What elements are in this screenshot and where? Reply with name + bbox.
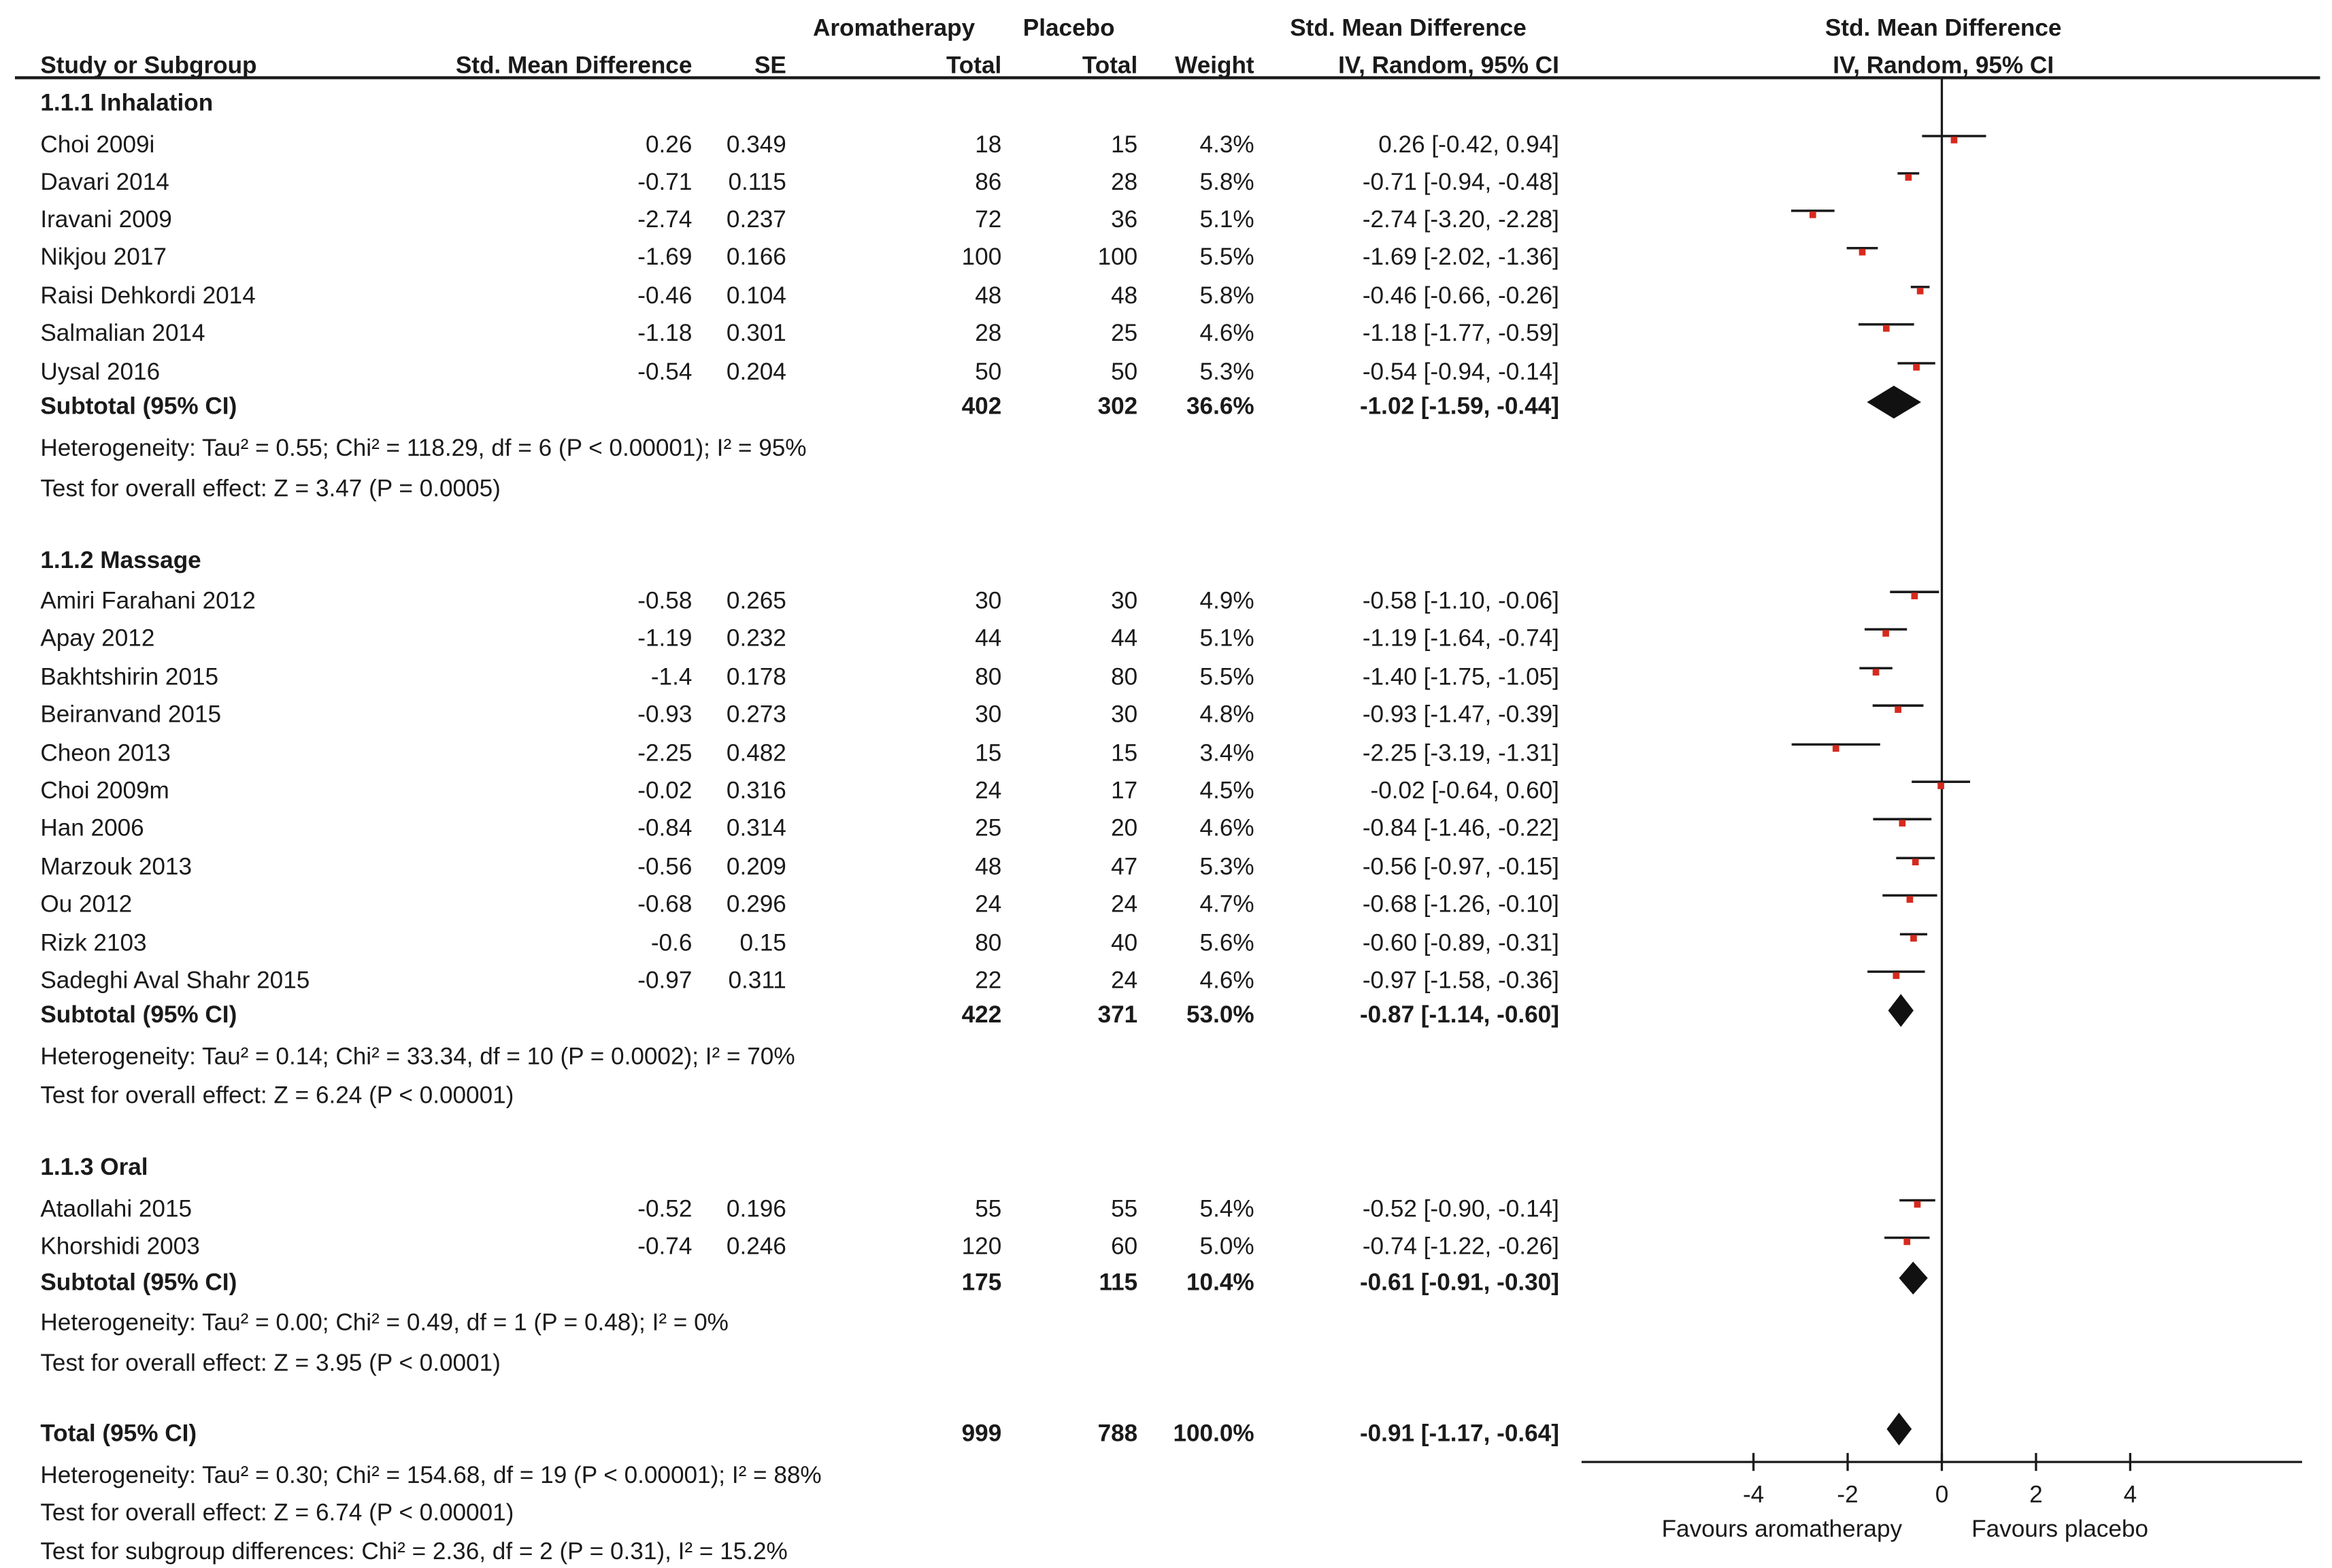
subgroup-1-subtotal-total-aromatherapy: 402	[961, 393, 1002, 420]
subgroup-1-study-3-total-placebo: 36	[1111, 206, 1138, 233]
subgroup-2-study-4-name: Beiranvand 2015	[40, 701, 222, 728]
subgroup-2-study-10-total-aromatherapy: 80	[975, 929, 1002, 956]
subgroup-2-subtotal-diamond	[1888, 994, 1914, 1027]
subgroup-1-study-3-weight: 5.1%	[1199, 206, 1254, 233]
x-label-favours-aromatherapy: Favours aromatherapy	[1661, 1515, 1903, 1542]
subgroup-2-study-10-weight: 5.6%	[1199, 929, 1254, 956]
subgroup-2-study-5-ci: -2.25 [-3.19, -1.31]	[1362, 739, 1559, 767]
subgroup-2-study-9-total-placebo: 24	[1111, 890, 1138, 918]
subgroup-3-subtotal-ci: -0.61 [-0.91, -0.30]	[1359, 1269, 1559, 1296]
subgroup-1-study-7-se: 0.204	[726, 358, 786, 386]
subgroup-3-study-1-ci: -0.52 [-0.90, -0.14]	[1362, 1195, 1559, 1222]
subgroup-3-study-2-weight: 5.0%	[1199, 1233, 1254, 1260]
subgroup-2-study-5-point	[1833, 745, 1839, 752]
subgroup-2-study-6-point	[1937, 782, 1944, 789]
subgroup-1-study-7-smd: -0.54	[637, 358, 693, 386]
subgroup-3-title: 1.1.3 Oral	[40, 1154, 148, 1181]
subgroup-1-study-6-se: 0.301	[726, 320, 786, 347]
subgroup-1-study-7-ci: -0.54 [-0.94, -0.14]	[1362, 358, 1559, 386]
subgroup-1-study-5-total-placebo: 48	[1111, 282, 1138, 310]
subgroup-1-study-6-smd: -1.18	[637, 320, 693, 347]
subgroup-2-study-3-smd: -1.4	[650, 663, 693, 690]
total-weight: 100.0%	[1173, 1420, 1254, 1447]
header-ci: IV, Random, 95% CI	[1338, 52, 1559, 79]
subgroup-2-study-2-weight: 5.1%	[1199, 624, 1254, 652]
subgroup-2-study-11-total-aromatherapy: 22	[975, 967, 1002, 994]
subgroup-3-subtotal-weight: 10.4%	[1186, 1269, 1254, 1296]
subgroup-1-study-6-total-placebo: 25	[1111, 320, 1138, 347]
x-tick-label-5: 4	[2123, 1481, 2137, 1508]
header-placebo: Placebo	[1022, 14, 1115, 41]
x-tick-label-3: 0	[1935, 1481, 1949, 1508]
subgroup-2-study-11-smd: -0.97	[637, 967, 693, 994]
subgroup-2-study-3-total-aromatherapy: 80	[975, 663, 1002, 690]
x-tick-label-1: -4	[1742, 1481, 1765, 1508]
subgroup-3-subtotal-label: Subtotal (95% CI)	[40, 1269, 237, 1296]
subgroup-3-overall-effect: Test for overall effect: Z = 3.95 (P < 0.0001)	[40, 1350, 501, 1377]
subgroup-2-study-2-point	[1882, 630, 1889, 637]
subgroup-2-study-1-total-aromatherapy: 30	[975, 587, 1002, 614]
subgroup-1-study-7-weight: 5.3%	[1199, 358, 1254, 386]
subgroup-1-study-2-name: Davari 2014	[40, 169, 169, 196]
subgroup-2-title: 1.1.2 Massage	[40, 547, 201, 574]
subgroup-1-study-6-point	[1883, 325, 1890, 332]
subgroup-2-study-1-ci: -0.58 [-1.10, -0.06]	[1362, 587, 1559, 614]
subgroup-2-study-7-smd: -0.84	[637, 814, 693, 841]
subgroup-2-study-3-name: Bakhtshirin 2015	[40, 663, 219, 690]
subgroup-1-study-1-ci: 0.26 [-0.42, 0.94]	[1378, 131, 1559, 159]
header-total-placebo: Total	[1082, 52, 1138, 79]
subgroup-2-study-11-point	[1893, 972, 1899, 979]
subgroup-2-overall-effect: Test for overall effect: Z = 6.24 (P < 0.00001)	[40, 1082, 514, 1109]
subgroup-2-study-7-total-placebo: 20	[1111, 814, 1138, 841]
subgroup-1-study-3-ci: -2.74 [-3.20, -2.28]	[1362, 206, 1559, 233]
subgroup-1-study-4-se: 0.166	[726, 243, 786, 270]
subgroup-2-study-1-se: 0.265	[726, 587, 786, 614]
subgroup-2-study-11-se: 0.311	[728, 967, 786, 994]
subgroup-2-study-1-point	[1911, 593, 1918, 599]
subgroup-1-title: 1.1.1 Inhalation	[40, 89, 214, 116]
footer-line-1: Heterogeneity: Tau² = 0.30; Chi² = 154.68, df = 19 (P < 0.00001); I² = 88%	[40, 1461, 822, 1488]
subgroup-2-study-10-point	[1910, 935, 1917, 941]
subgroup-3-study-2-name: Khorshidi 2003	[40, 1233, 200, 1260]
subgroup-1-study-7-point	[1913, 364, 1920, 371]
subgroup-2-study-6-name: Choi 2009m	[40, 777, 169, 804]
subgroup-1-study-4-total-aromatherapy: 100	[961, 243, 1002, 270]
subgroup-2-study-8-total-placebo: 47	[1111, 853, 1138, 880]
subgroup-1-study-1-weight: 4.3%	[1199, 131, 1254, 159]
subgroup-1-study-6-ci: -1.18 [-1.77, -0.59]	[1362, 320, 1559, 347]
subgroup-2-study-5-total-aromatherapy: 15	[975, 739, 1002, 767]
subgroup-2-study-6-ci: -0.02 [-0.64, 0.60]	[1370, 777, 1559, 804]
subgroup-1-study-1-total-placebo: 15	[1111, 131, 1138, 159]
subgroup-1-study-5-ci: -0.46 [-0.66, -0.26]	[1362, 282, 1559, 310]
subgroup-3-study-1-total-placebo: 55	[1111, 1195, 1138, 1222]
subgroup-2-study-7-point	[1899, 820, 1905, 827]
subgroup-2-study-2-se: 0.232	[726, 624, 786, 652]
subgroup-1-study-4-ci: -1.69 [-2.02, -1.36]	[1362, 243, 1559, 270]
subgroup-1-study-6-weight: 4.6%	[1199, 320, 1254, 347]
subgroup-2-study-3-point	[1873, 669, 1880, 675]
subgroup-1-study-4-total-placebo: 100	[1097, 243, 1138, 270]
subgroup-3-study-2-total-aromatherapy: 120	[961, 1233, 1002, 1260]
subgroup-2-study-11-weight: 4.6%	[1199, 967, 1254, 994]
subgroup-1-study-1-smd: 0.26	[646, 131, 693, 159]
subgroup-2-study-10-smd: -0.6	[650, 929, 693, 956]
subgroup-1-study-5-total-aromatherapy: 48	[975, 282, 1002, 310]
subgroup-1-study-2-se: 0.115	[728, 169, 786, 196]
subgroup-2-study-5-smd: -2.25	[637, 739, 693, 767]
subgroup-2-study-1-name: Amiri Farahani 2012	[40, 587, 256, 614]
subgroup-1-study-2-smd: -0.71	[637, 169, 693, 196]
subgroup-3-study-2-ci: -0.74 [-1.22, -0.26]	[1362, 1233, 1559, 1260]
subgroup-2-study-4-weight: 4.8%	[1199, 701, 1254, 728]
subgroup-1-study-1-name: Choi 2009i	[40, 131, 155, 159]
subgroup-2-subtotal-total-aromatherapy: 422	[961, 1001, 1002, 1029]
subgroup-2-study-9-weight: 4.7%	[1199, 890, 1254, 918]
subgroup-1-study-4-point	[1859, 249, 1866, 256]
header-smd: Std. Mean Difference	[455, 52, 693, 79]
footer-line-2: Test for overall effect: Z = 6.74 (P < 0.00001)	[40, 1499, 514, 1526]
subgroup-1-study-1-point	[1951, 137, 1958, 144]
subgroup-2-study-5-weight: 3.4%	[1199, 739, 1254, 767]
subgroup-1-study-1-total-aromatherapy: 18	[975, 131, 1002, 159]
subgroup-3-study-1-name: Ataollahi 2015	[40, 1195, 193, 1222]
subgroup-1-study-4-name: Nikjou 2017	[40, 243, 167, 270]
subgroup-2-study-4-se: 0.273	[726, 701, 786, 728]
subgroup-2-study-4-smd: -0.93	[637, 701, 693, 728]
header-total-aromatherapy: Total	[946, 52, 1002, 79]
subgroup-2-study-10-se: 0.15	[739, 929, 786, 956]
header-plot-sub: IV, Random, 95% CI	[1833, 52, 2054, 79]
subgroup-2-study-7-name: Han 2006	[40, 814, 144, 841]
subgroup-1-study-2-weight: 5.8%	[1199, 169, 1254, 196]
subgroup-2-study-9-ci: -0.68 [-1.26, -0.10]	[1362, 890, 1559, 918]
header-aromatherapy: Aromatherapy	[812, 14, 976, 41]
subgroup-2-study-10-name: Rizk 2103	[40, 929, 147, 956]
subgroup-2-study-10-ci: -0.60 [-0.89, -0.31]	[1362, 929, 1559, 956]
subgroup-1-study-3-smd: -2.74	[637, 206, 693, 233]
subgroup-1-study-4-smd: -1.69	[637, 243, 693, 270]
subgroup-2-subtotal-total-placebo: 371	[1097, 1001, 1138, 1029]
subgroup-2-study-9-total-aromatherapy: 24	[975, 890, 1002, 918]
subgroup-2-study-7-ci: -0.84 [-1.46, -0.22]	[1362, 814, 1559, 841]
subgroup-3-study-1-point	[1914, 1201, 1921, 1208]
subgroup-2-subtotal-ci: -0.87 [-1.14, -0.60]	[1359, 1001, 1559, 1029]
subgroup-1-subtotal-weight: 36.6%	[1186, 393, 1254, 420]
subgroup-2-study-8-name: Marzouk 2013	[40, 853, 193, 880]
subgroup-2-study-9-name: Ou 2012	[40, 890, 133, 918]
subgroup-3-heterogeneity: Heterogeneity: Tau² = 0.00; Chi² = 0.49, df = 1 (P = 0.48); I² = 0%	[40, 1309, 729, 1336]
subgroup-3-study-2-se: 0.246	[726, 1233, 786, 1260]
subgroup-3-study-1-se: 0.196	[726, 1195, 786, 1222]
subgroup-2-study-2-ci: -1.19 [-1.64, -0.74]	[1362, 624, 1559, 652]
x-tick-label-4: 2	[2029, 1481, 2043, 1508]
subgroup-1-study-3-name: Iravani 2009	[40, 206, 172, 233]
subgroup-3-study-1-smd: -0.52	[637, 1195, 693, 1222]
total-ci: -0.91 [-1.17, -0.64]	[1359, 1420, 1559, 1447]
subgroup-2-study-11-ci: -0.97 [-1.58, -0.36]	[1362, 967, 1559, 994]
subgroup-3-study-2-point	[1903, 1239, 1910, 1246]
subgroup-3-subtotal-total-aromatherapy: 175	[961, 1269, 1002, 1296]
subgroup-2-study-10-total-placebo: 40	[1111, 929, 1138, 956]
subgroup-1-study-5-weight: 5.8%	[1199, 282, 1254, 310]
subgroup-1-overall-effect: Test for overall effect: Z = 3.47 (P = 0.0005)	[40, 475, 501, 502]
subgroup-1-heterogeneity: Heterogeneity: Tau² = 0.55; Chi² = 118.29, df = 6 (P < 0.00001); I² = 95%	[40, 435, 807, 462]
subgroup-3-study-1-total-aromatherapy: 55	[975, 1195, 1002, 1222]
subgroup-2-study-9-point	[1907, 896, 1914, 903]
subgroup-2-study-6-total-aromatherapy: 24	[975, 777, 1002, 804]
subgroup-2-study-4-point	[1895, 706, 1901, 713]
subgroup-1-study-5-point	[1917, 288, 1924, 295]
subgroup-1-subtotal-ci: -1.02 [-1.59, -0.44]	[1359, 393, 1559, 420]
subgroup-2-study-8-total-aromatherapy: 48	[975, 853, 1002, 880]
subgroup-2-study-6-se: 0.316	[726, 777, 786, 804]
subgroup-2-study-6-smd: -0.02	[637, 777, 693, 804]
subgroup-2-study-5-total-placebo: 15	[1111, 739, 1138, 767]
subgroup-1-study-2-total-placebo: 28	[1111, 169, 1138, 196]
total-total-aromatherapy: 999	[961, 1420, 1002, 1447]
subgroup-1-study-5-se: 0.104	[726, 282, 786, 310]
header-weight: Weight	[1175, 52, 1254, 79]
subgroup-1-study-6-name: Salmalian 2014	[40, 320, 205, 347]
subgroup-1-study-3-point	[1810, 212, 1816, 218]
subgroup-2-subtotal-label: Subtotal (95% CI)	[40, 1001, 237, 1029]
subgroup-1-study-7-total-placebo: 50	[1111, 358, 1138, 386]
subgroup-1-study-2-total-aromatherapy: 86	[975, 169, 1002, 196]
subgroup-1-study-1-se: 0.349	[726, 131, 786, 159]
subgroup-2-study-5-name: Cheon 2013	[40, 739, 171, 767]
subgroup-2-study-2-total-aromatherapy: 44	[975, 624, 1002, 652]
subgroup-2-study-2-name: Apay 2012	[40, 624, 155, 652]
subgroup-2-study-9-smd: -0.68	[637, 890, 693, 918]
subgroup-2-study-8-ci: -0.56 [-0.97, -0.15]	[1362, 853, 1559, 880]
subgroup-1-subtotal-total-placebo: 302	[1097, 393, 1138, 420]
subgroup-1-study-7-name: Uysal 2016	[40, 358, 161, 386]
subgroup-3-subtotal-total-placebo: 115	[1099, 1269, 1138, 1296]
subgroup-3-study-2-smd: -0.74	[637, 1233, 693, 1260]
subgroup-2-study-3-total-placebo: 80	[1111, 663, 1138, 690]
subgroup-2-study-1-total-placebo: 30	[1111, 587, 1138, 614]
subgroup-2-study-4-total-aromatherapy: 30	[975, 701, 1002, 728]
subgroup-3-study-2-total-placebo: 60	[1111, 1233, 1138, 1260]
subgroup-2-study-8-smd: -0.56	[637, 853, 693, 880]
subgroup-2-study-3-ci: -1.40 [-1.75, -1.05]	[1362, 663, 1559, 690]
subgroup-1-study-3-se: 0.237	[726, 206, 786, 233]
subgroup-1-study-3-total-aromatherapy: 72	[975, 206, 1002, 233]
subgroup-2-study-6-total-placebo: 17	[1111, 777, 1138, 804]
subgroup-1-subtotal-diamond	[1867, 386, 1921, 418]
footer-line-3: Test for subgroup differences: Chi² = 2.36, df = 2 (P = 0.31), I² = 15.2%	[40, 1537, 788, 1565]
subgroup-2-study-4-total-placebo: 30	[1111, 701, 1138, 728]
header-se: SE	[754, 52, 786, 79]
subgroup-2-study-11-name: Sadeghi Aval Shahr 2015	[40, 967, 310, 994]
x-tick-label-2: -2	[1837, 1481, 1859, 1508]
subgroup-2-study-8-point	[1912, 858, 1919, 865]
header-smd-top: Std. Mean Difference	[1290, 14, 1527, 41]
total-label: Total (95% CI)	[40, 1420, 197, 1447]
subgroup-2-study-7-se: 0.314	[726, 814, 786, 841]
subgroup-2-heterogeneity: Heterogeneity: Tau² = 0.14; Chi² = 33.34, df = 10 (P = 0.0002); I² = 70%	[40, 1043, 795, 1070]
subgroup-1-study-5-smd: -0.46	[637, 282, 693, 310]
subgroup-2-study-8-se: 0.209	[726, 853, 786, 880]
subgroup-2-study-1-smd: -0.58	[637, 587, 693, 614]
subgroup-3-study-1-weight: 5.4%	[1199, 1195, 1254, 1222]
subgroup-2-study-1-weight: 4.9%	[1199, 587, 1254, 614]
total-total-placebo: 788	[1097, 1420, 1138, 1447]
subgroup-1-study-7-total-aromatherapy: 50	[975, 358, 1002, 386]
header-plot-top: Std. Mean Difference	[1825, 14, 2062, 41]
header-study: Study or Subgroup	[40, 52, 257, 79]
subgroup-1-subtotal-label: Subtotal (95% CI)	[40, 393, 237, 420]
x-label-favours-placebo: Favours placebo	[1971, 1515, 2148, 1542]
subgroup-1-study-4-weight: 5.5%	[1199, 243, 1254, 270]
subgroup-2-study-11-total-placebo: 24	[1111, 967, 1138, 994]
subgroup-2-study-2-total-placebo: 44	[1111, 624, 1138, 652]
subgroup-3-subtotal-diamond	[1899, 1262, 1927, 1295]
subgroup-1-study-6-total-aromatherapy: 28	[975, 320, 1002, 347]
subgroup-2-subtotal-weight: 53.0%	[1186, 1001, 1254, 1029]
subgroup-2-study-6-weight: 4.5%	[1199, 777, 1254, 804]
subgroup-2-study-9-se: 0.296	[726, 890, 786, 918]
subgroup-2-study-7-weight: 4.6%	[1199, 814, 1254, 841]
subgroup-2-study-3-weight: 5.5%	[1199, 663, 1254, 690]
subgroup-2-study-7-total-aromatherapy: 25	[975, 814, 1002, 841]
subgroup-1-study-2-ci: -0.71 [-0.94, -0.48]	[1362, 169, 1559, 196]
subgroup-2-study-4-ci: -0.93 [-1.47, -0.39]	[1362, 701, 1559, 728]
subgroup-1-study-2-point	[1905, 174, 1912, 181]
subgroup-2-study-8-weight: 5.3%	[1199, 853, 1254, 880]
subgroup-2-study-5-se: 0.482	[726, 739, 786, 767]
total-diamond	[1886, 1413, 1912, 1446]
subgroup-2-study-2-smd: -1.19	[637, 624, 693, 652]
subgroup-2-study-3-se: 0.178	[726, 663, 786, 690]
subgroup-1-study-5-name: Raisi Dehkordi 2014	[40, 282, 256, 310]
